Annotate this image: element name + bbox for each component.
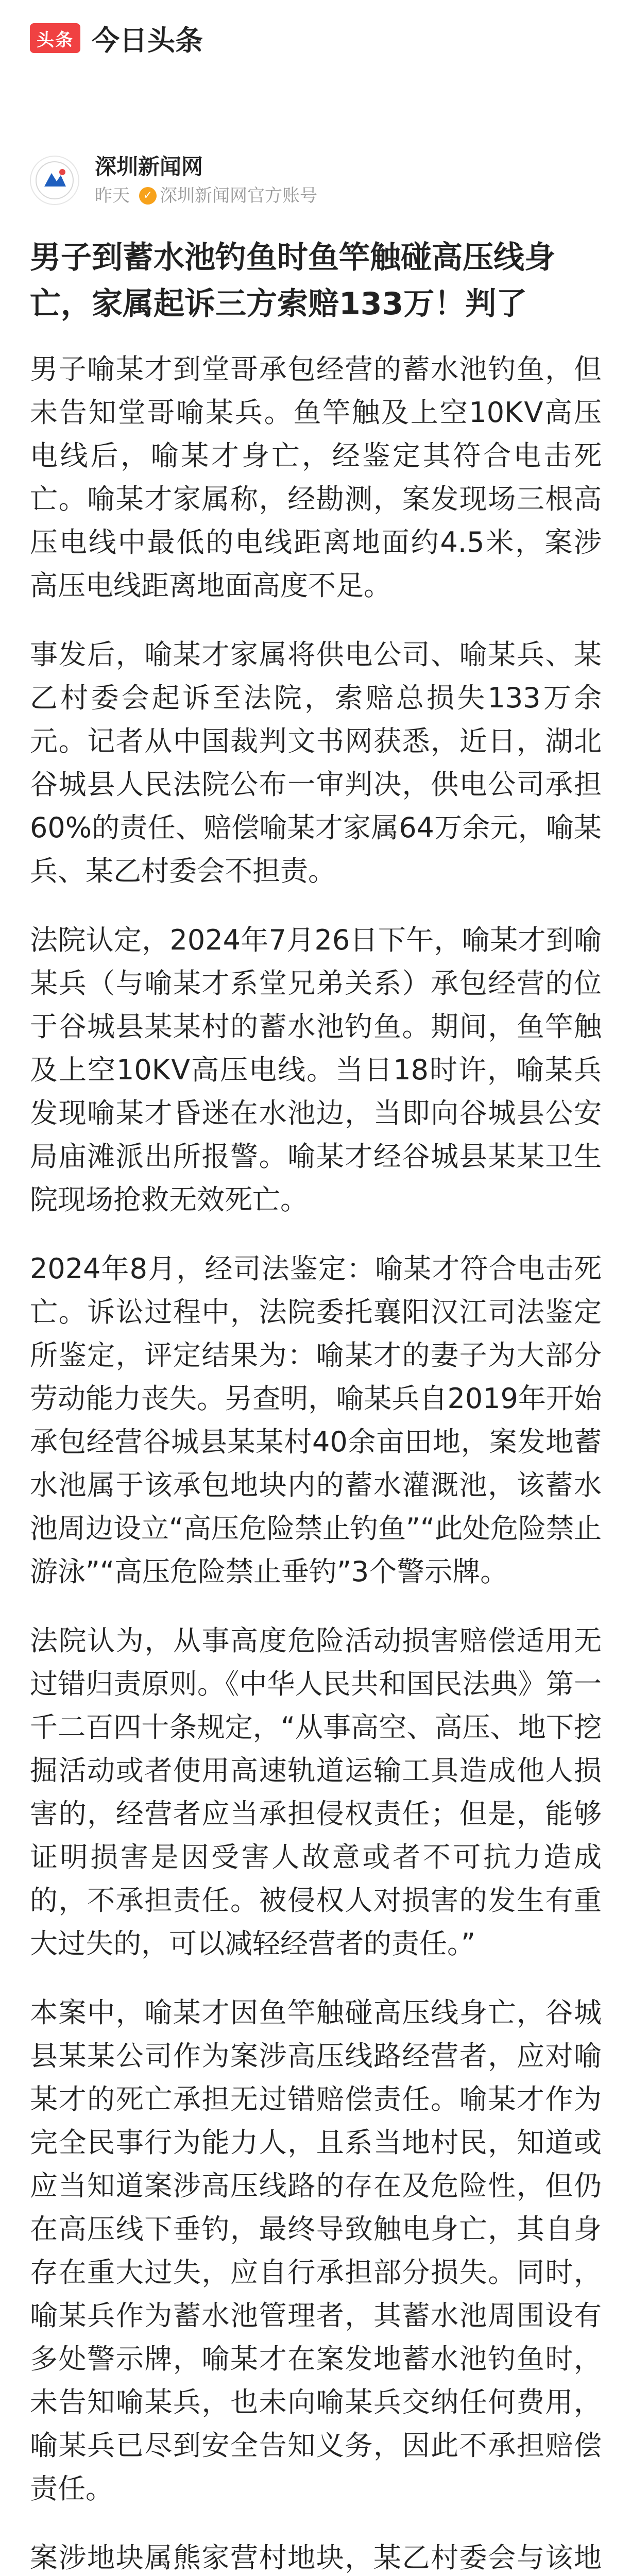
article-paragraph: 事发后，喻某才家属将供电公司、喻某兵、某乙村委会起诉至法院，索赔总损失133万余元。记者从中国裁判文书网获悉，近日，湖北谷城县人民法院公布一审判决，供电公司承担60%的责任、赔偿喻某才家属64万余元，喻某兵、某乙村委会不担责。	[30, 638, 602, 887]
avatar[interactable]	[30, 156, 79, 205]
article-body	[30, 234, 602, 2576]
certification-text: 深圳新闻网官方账号	[160, 185, 317, 206]
author-name[interactable]: 深圳新闻网	[95, 154, 203, 179]
app-header	[0, 0, 631, 76]
article-paragraph: 男子喻某才到堂哥承包经营的蓄水池钓鱼，但未告知堂哥喻某兵。鱼竿触及上空10KⅤ高压电线后，喻某才身亡，经鉴定其符合电击死亡。喻某才家属称，经勘测，案发现场三根高压电线中最低的电线距离地面约4.5米，案涉高压电线距离地面高度不足。	[30, 353, 602, 602]
author-block	[30, 155, 317, 206]
app-name: 今日头条	[92, 24, 203, 57]
shenzhen-news-logo-icon	[34, 160, 75, 201]
certification	[139, 184, 317, 208]
author-info	[95, 153, 317, 208]
article-paragraph: 本案中，喻某才因鱼竿触碰高压线身亡，谷城县某某公司作为案涉高压线路经营者，应对喻某才的死亡承担无过错赔偿责任。喻某才作为完全民事行为能力人，且系当地村民，知道或应当知道案涉高压线路的存在及危险性，但仍在高压线下垂钓，最终导致触电身亡，其自身存在重大过失，应自行承担部分损失。同时，喻某兵作为蓄水池管理者，其蓄水池周围设有多处警示牌，喻某才在案发地蓄水池钓鱼时，未告知喻某兵，也未向喻某兵交纳任何费用，喻某兵已尽到安全告知义务，因此不承担赔偿责任。	[30, 1996, 602, 2505]
app-logo-badge[interactable]: 头条	[30, 23, 80, 53]
article-paragraph: 案涉地块属熊家营村地块，某乙村委会与该地	[30, 2541, 602, 2574]
article-paragraph: 法院认为，从事高度危险活动损害赔偿适用无过错归责原则。《中华人民共和国民法典》第一千二百四十条规定，“从事高空、高压、地下挖掘活动或者使用高速轨道运输工具造成他人损害的，经营者应当承担侵权责任；但是，能够证明损害是因受害人故意或者不可抗力造成的，不承担责任。被侵权人对损害的发生有重大过失的，可以减轻经营者的责任。”	[30, 1624, 602, 1960]
article-paragraph: 法院认定，2024年7月26日下午，喻某才到喻某兵（与喻某才系堂兄弟关系）承包经营的位于谷城县某某村的蓄水池钓鱼。期间，鱼竿触及上空10KⅤ高压电线。当日18时许，喻某兵发现喻某才昏迷在水池边，当即向谷城县公安局庙滩派出所报警。喻某才经谷城县某某卫生院现场抢救无效死亡。	[30, 924, 602, 1216]
post-time: 昨天	[95, 185, 130, 206]
article-title: 男子到蓄水池钓鱼时鱼竿触碰高压线身亡，家属起诉三方索赔133万！判了	[30, 240, 555, 322]
article-paragraph: 2024年8月，经司法鉴定：喻某才符合电击死亡。诉讼过程中，法院委托襄阳汉江司法鉴定所鉴定，评定结果为：喻某才的妻子为大部分劳动能力丧失。另查明，喻某兵自2019年开始承包经营谷城县某某村40余亩田地，案发地蓄水池属于该承包地块内的蓄水灌溉池，该蓄水池周边设立“高压危险禁止钓鱼”“此处危险禁止游泳”“高压危险禁止垂钓”3个警示牌。	[30, 1252, 602, 1588]
author-meta	[95, 184, 317, 208]
verified-icon: ✓	[139, 187, 157, 205]
